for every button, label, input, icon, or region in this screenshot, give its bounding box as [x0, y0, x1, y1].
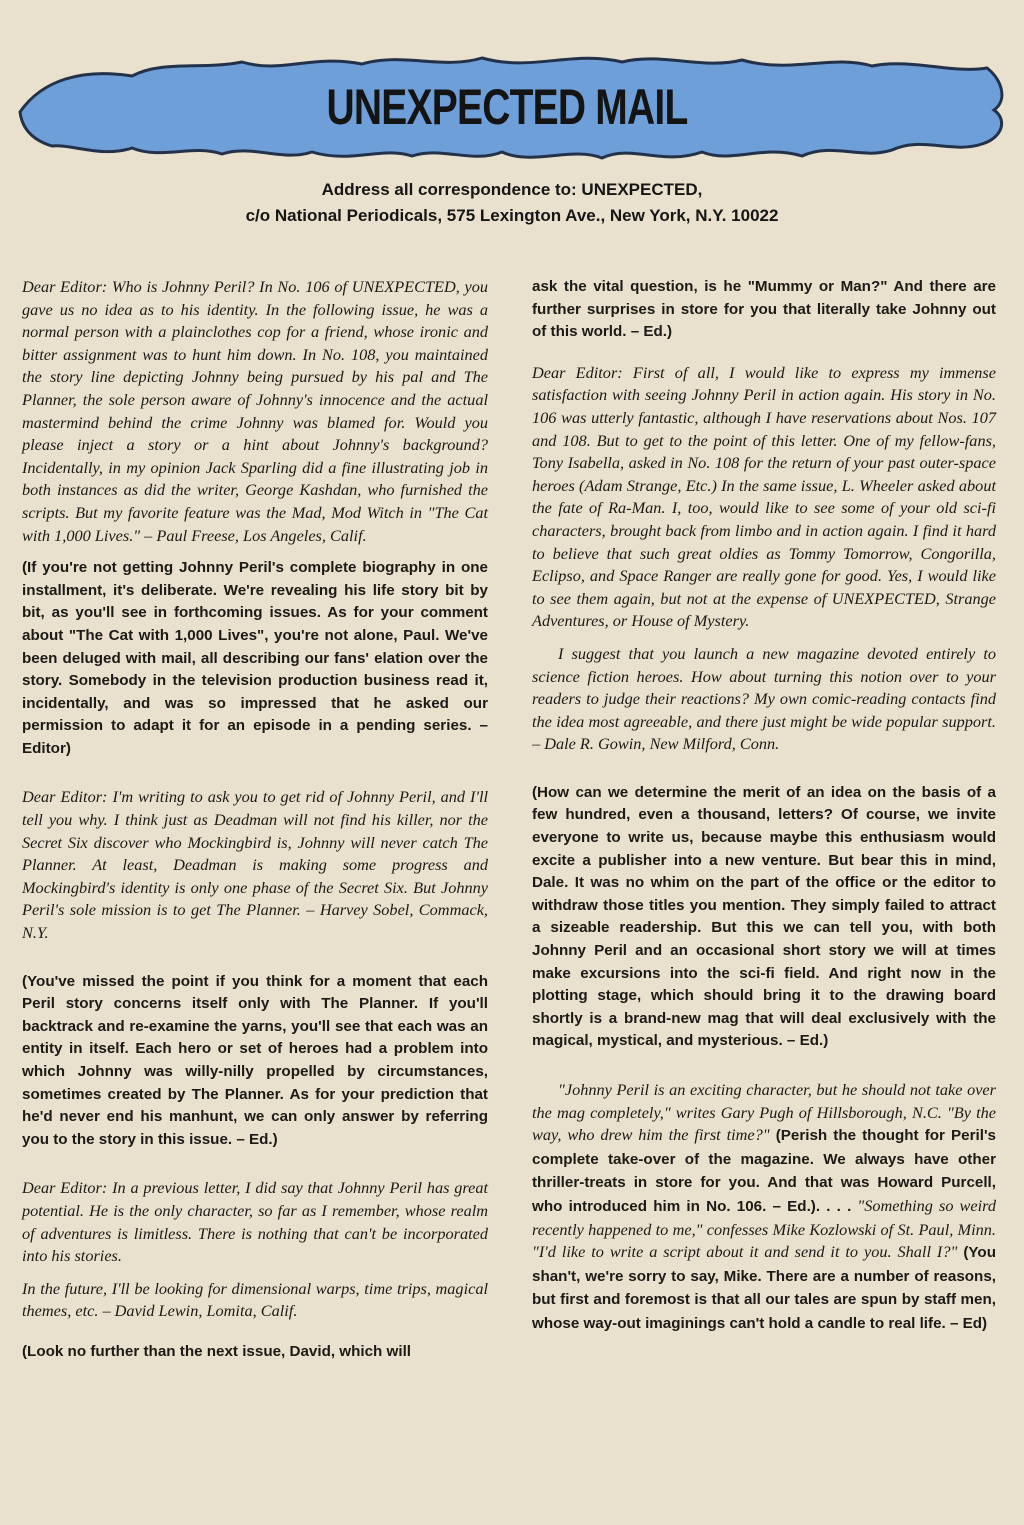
- quote-mike-kozlowski: "Something so weird recently happened to me," confesses Mike Kozlowski of St. Paul, Minn. "I'd like to write a script about it and send it to you. Shall I?": [532, 1195, 996, 1262]
- mixed-mail-paragraph: [532, 1079, 996, 1336]
- letter-paul-freese: Dear Editor: Who is Johnny Peril? In No. 106 of UNEXPECTED, you gave us no idea as to his identity. In the following issue, he was a normal person with a plainclothes cop for a friend, whose ironic and bitter assignment was to hunt him down. In No. 108, you maintained the story line depicting Johnny being pursued by his pal and The Planner, the sole person aware of Johnny's innocence and the actual mastermind behind the crime Johnny was blamed for. Would you please inject a story or a hint about Johnny's background? Incidentally, in my opinion Jack Sparling did a fine illustrating job in both instances as did the writer, George Kashdan, who furnished the scripts. But my favorite feature was the Mad, Mod Witch in "The Cat with 1,000 Lives." – Paul Freese, Los Angeles, Calif.: [22, 277, 488, 545]
- reply-harvey-sobel: (You've missed the point if you think for a moment that each Peril story concerns itself only with The Planner. If you'll backtrack and re-examine the yarns, you'll see that each was an entity in itself. Each hero or set of heroes had a problem into which Johnny was willy-nilly propelled by circumstances, sometimes created by The Planner. As for your prediction that he'd never end his manhunt, we can only answer by referring you to the story in this issue. – Ed.): [22, 972, 488, 1148]
- address-line-2: c/o National Periodicals, 575 Lexington Ave., New York, N.Y. 10022: [245, 206, 779, 225]
- letter-dale-gowin-part2: I suggest that you launch a new magazine devoted entirely to science fiction heroes. How about turning this notion over to your readers to judge their reactions? My own comic-reading contacts find the idea most agreeable, and there just might be wide popular support. – Dale R. Gowin, New Milford, Conn.: [532, 643, 996, 754]
- letter-david-lewin-part2: In the future, I'll be looking for dimensional warps, time trips, magical themes, etc. – David Lewin, Lomita, Calif.: [22, 1278, 488, 1321]
- right-column: [532, 276, 996, 1336]
- reply-david-lewin-start: (Look no further than the next issue, David, which will: [22, 1342, 412, 1360]
- reply-dale-gowin: (How can we determine the merit of an idea on the basis of a few hundred, even a thousand, letters? Of course, we invite everyone to write us, because maybe this enthusiasm would excite a publisher into a new venture. But bear this in mind, Dale. It was no whim on the part of the office or the editor to withdraw those titles you mention. They simply failed to attract a sizeable readership. But this we can tell you, with both Johnny Peril and an occasional short story we will at times make excursions into the sci-fi field. And right now in the plotting stage, which should bring it to the drawing board shortly is a brand-new mag that will deal exclusively with the magical, mystical, and mysterious. – Ed.): [532, 783, 996, 1050]
- reply-paul-freese: (If you're not getting Johnny Peril's complete biography in one installment, it's deliberate. We're revealing his life story bit by bit, as you'll see in forthcoming issues. As for your comment about "The Cat with 1,000 Lives", you're not alone, Paul. We've been deluged with mail, all describing our fans' elation over the story. Somebody in the television production business read it, incidentally, and was so impressed that he asked our permission to adapt it for an episode in a pending series. – Editor): [22, 559, 488, 757]
- title-banner: [12, 40, 1012, 190]
- reply-david-lewin-end: ask the vital question, is he "Mummy or Man?" And there are further surprises in store for you that literally take Johnny out of this world. – Ed.): [532, 278, 996, 341]
- letter-dale-gowin-part1: Dear Editor: First of all, I would like to express my immense satisfaction with seeing Johnny Peril in action again. His story in No. 106 was utterly fantastic, although I have reservations about Nos. 107 and 108. But to get to the point of this letter. One of my fellow-fans, Tony Isabella, asked in No. 108 for the return of your past outer-space heroes (Adam Strange, Etc.) In the same issue, L. Wheeler asked about the fate of Ra-Man. I, too, would like to see some of your old sci-fi characters, brought back from limbo and in action again. I find it hard to believe that such great oldies as Tommy Tomorrow, Congorilla, Eclipso, and Space Ranger are really gone for good. Yes, I would like to see them again, but not at the expense of UNEXPECTED, Strange Adventures, or House of Mystery.: [532, 362, 996, 631]
- address-line-1: Address all correspondence to: UNEXPECTED,: [321, 180, 703, 199]
- page-title: UNEXPECTED MAIL: [326, 79, 688, 135]
- letter-harvey-sobel: Dear Editor: I'm writing to ask you to get rid of Johnny Peril, and I'll tell you why. I think just as Deadman will not find his killer, nor the Secret Six discover who Mockingbird is, Johnny will never catch The Planner. At least, Deadman is making some progress and Mockingbird's identity is only one phase of the Secret Six. But Johnny Peril's sole mission is to get The Planner. – Harvey Sobel, Commack, N.Y.: [22, 787, 488, 943]
- answer-gary-pugh: (Perish the thought for Peril's complete take-over of the magazine. We always have other thriller-treats in store for you. And that was Howard Purcell, who introduced him in No. 106. – Ed.). . . .: [532, 1127, 996, 1215]
- letter-david-lewin-part1: Dear Editor: In a previous letter, I did say that Johnny Peril has great potential. He is the only character, so far as I remember, whose realm of adventures is limitless. There is nothing that can't be incorporated into his stories.: [22, 1178, 488, 1266]
- quote-gary-pugh: "Johnny Peril is an exciting character, but he should not take over the mag completely," writes Gary Pugh of Hillsborough, N.C. "By the way, who drew him the first time?": [532, 1080, 996, 1145]
- left-column: [22, 276, 488, 1364]
- answer-mike-kozlowski: (You shan't, we're sorry to say, Mike. There are a number of reasons, but first and foremost is that all our tales are spun by staff men, whose way-out imaginings can't hold a candle to real life. – Ed): [532, 1244, 996, 1332]
